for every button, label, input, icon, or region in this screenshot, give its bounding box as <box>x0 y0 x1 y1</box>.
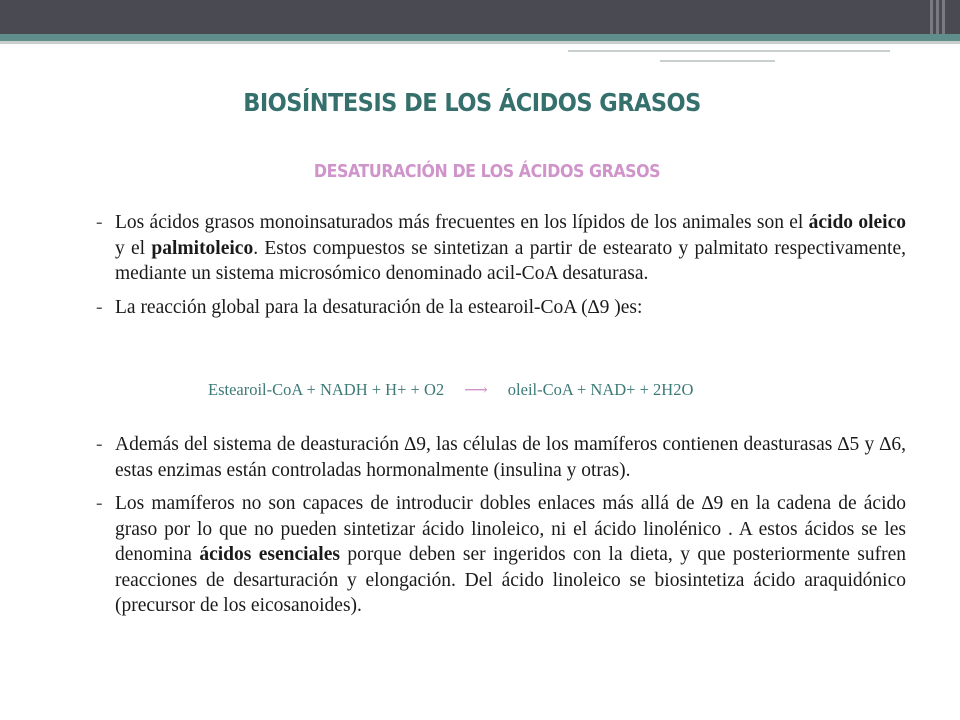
content-block-top <box>90 210 906 328</box>
slide-subtitle: DESATURACIÓN DE LOS ÁCIDOS GRASOS <box>313 161 661 182</box>
dash-bullet: - <box>96 212 103 233</box>
corner-decoration <box>926 0 960 34</box>
reaction-arrow-icon: ⟶ <box>464 380 488 399</box>
decorative-line <box>568 50 890 52</box>
paragraph-text: La reacción global para la desaturación de la estearoil-CoA (∆9 )es: <box>115 296 643 318</box>
paragraph-text: porque deben ser ingeridos con la dieta, y que posteriormente sufren reacciones de desarturación y elongación. Del ácido linoleico se biosintetiza ácido araquidónico (precursor de los eicosanoides). <box>115 544 906 616</box>
bullet-paragraph-4 <box>90 491 906 619</box>
bold-term-oleico: ácido oleico <box>808 212 906 233</box>
reaction-equation <box>208 380 828 400</box>
paragraph-text: y el <box>115 237 152 259</box>
content-block-bottom <box>90 432 906 627</box>
decorative-line <box>660 60 775 62</box>
equation-products: oleil-CoA + NAD+ + 2H2O <box>507 380 694 399</box>
header-accent-band <box>0 34 960 41</box>
paragraph-text: Los ácidos grasos monoinsaturados más frecuentes en los lípidos de los animales son el <box>115 212 809 233</box>
paragraph-text: Además del sistema de deasturación ∆9, las células de los mamíferos contienen deasturasas ∆5 y ∆6, estas enzimas están controladas hormonalmente (insulina y otras). <box>115 434 906 481</box>
bullet-paragraph-3 <box>90 432 906 483</box>
header-band <box>0 0 960 34</box>
equation-reactants: Estearoil-CoA + NADH + H+ + O2 <box>208 380 445 399</box>
slide-title: BIOSÍNTESIS DE LOS ÁCIDOS GRASOS <box>243 88 701 117</box>
dash-bullet: - <box>96 434 103 455</box>
paragraph-text: Los mamíferos no son capaces de introducir dobles enlaces más allá de ∆9 en la cadena de ácido graso por lo que no pueden sintetizar ácido linoleico, ni el ácido linolénico . A estos ácidos se les denomina <box>115 493 906 565</box>
bullet-paragraph-1 <box>90 210 906 287</box>
bold-term-esenciales: ácidos esenciales <box>199 544 340 565</box>
bold-term-palmitoleico: palmitoleico <box>151 237 254 259</box>
header-light-band <box>0 41 960 44</box>
dash-bullet: - <box>96 493 103 514</box>
dash-bullet: - <box>96 296 103 318</box>
bullet-paragraph-2 <box>90 295 906 321</box>
paragraph-text: . Estos compuestos se sintetizan a partir de estearato y palmitato respectivamente, mediante un sistema microsómico denominado acil-CoA desaturasa. <box>115 237 906 284</box>
